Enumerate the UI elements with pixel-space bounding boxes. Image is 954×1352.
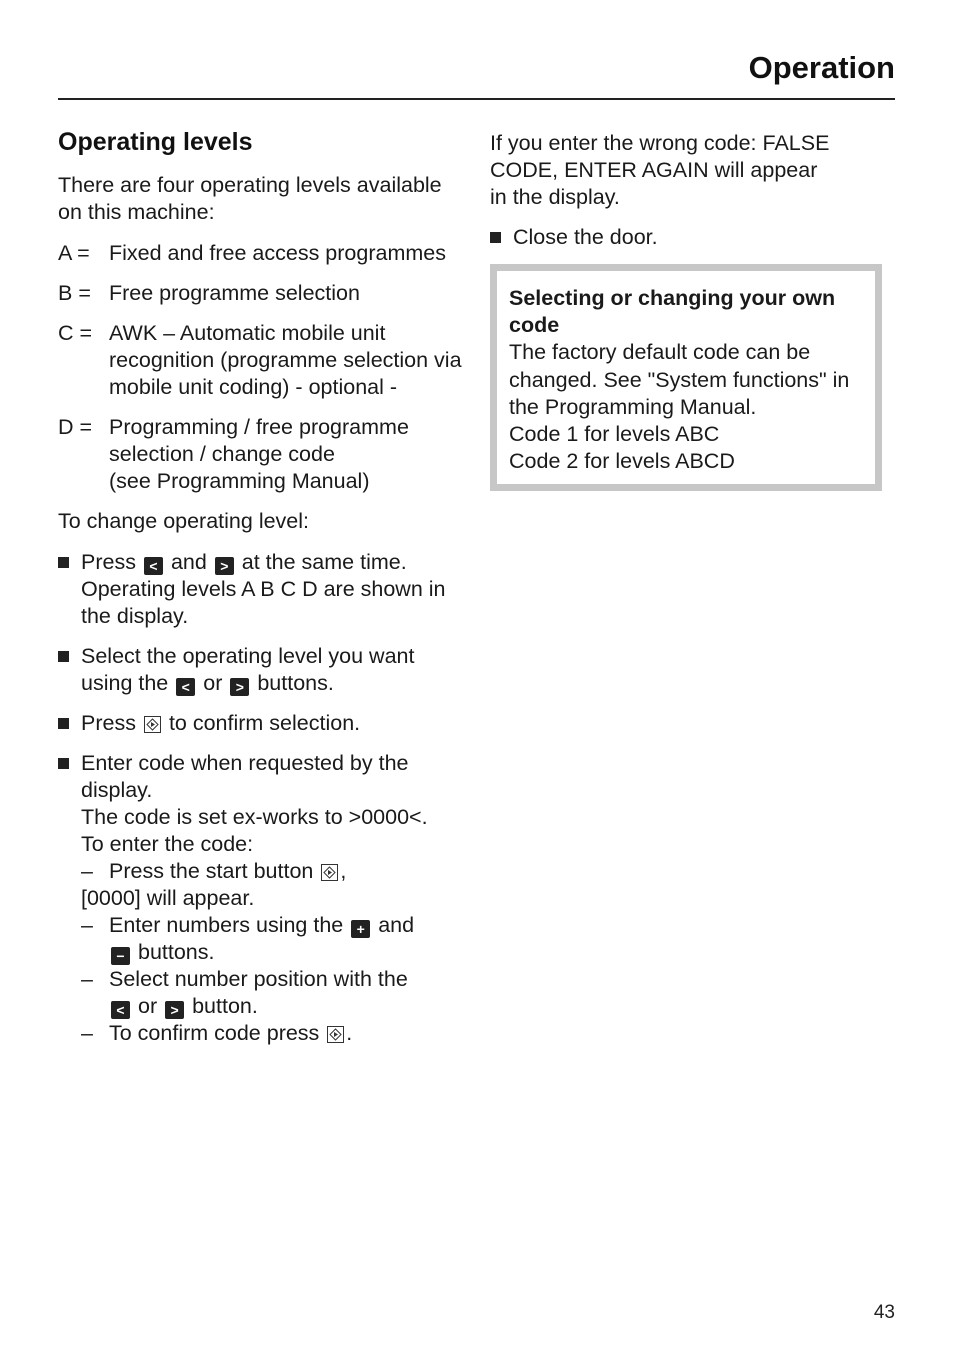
right-arrow-key-icon: >: [215, 557, 234, 575]
level-desc: Fixed and free access programmes: [109, 241, 446, 265]
dash-marker: –: [81, 967, 93, 991]
left-arrow-key-icon: <: [144, 557, 163, 575]
info-box-title: Selecting or changing your own code: [509, 286, 836, 338]
info-box-code2: Code 2 for levels ABCD: [509, 449, 735, 474]
level-c: [58, 320, 463, 401]
step-enter-code: [58, 750, 463, 1047]
bullet-square-icon: [58, 710, 81, 737]
level-desc: AWK – Automatic mobile unit recognition (programme selection via mobile unit coding) - optional -: [109, 321, 462, 399]
right-arrow-key-icon: >: [230, 678, 249, 696]
step-text: to confirm selection.: [168, 711, 361, 735]
bullet-square-icon: [58, 643, 81, 697]
plus-key-icon: +: [351, 920, 370, 938]
substep-start: [81, 858, 463, 885]
level-desc: Free programme selection: [109, 281, 360, 305]
step-text: at the same time.: [241, 550, 407, 574]
substep-start-result: [0000] will appear.: [81, 886, 255, 910]
substep-select-position: [81, 966, 463, 1020]
step-text: To enter the code:: [81, 832, 254, 856]
step-text: buttons.: [257, 671, 334, 695]
step-text: Close the door.: [513, 225, 658, 249]
substep-text: ,: [340, 859, 347, 883]
dash-marker: –: [81, 1021, 93, 1045]
wrong-code-text: If you enter the wrong code: FALSE CODE, ENTER AGAIN will appear in the display.: [490, 131, 830, 209]
section-title: Operating levels: [58, 128, 253, 156]
bullet-square-icon: [490, 224, 513, 251]
dash-marker: –: [81, 859, 93, 883]
substep-text: button.: [192, 994, 258, 1018]
info-box-code1: Code 1 for levels ABC: [509, 422, 720, 447]
substep-text: and: [378, 913, 415, 937]
substep-text: Enter numbers using the: [109, 913, 344, 937]
step-text: Press: [81, 711, 136, 735]
level-desc-note: (see Programming Manual): [109, 469, 370, 493]
right-arrow-key-icon: >: [165, 1001, 184, 1019]
info-box-text: The factory default code can be changed. See "System functions" in the Programming Manual.: [509, 340, 850, 419]
step-press-both: [58, 549, 463, 630]
substep-confirm-code: [81, 1020, 463, 1047]
substep-text: buttons.: [137, 940, 215, 964]
substep-text: Press the start button: [109, 859, 314, 883]
level-desc: [109, 414, 463, 495]
substep-text: To confirm code press: [109, 1021, 320, 1045]
left-column: [58, 126, 463, 1060]
step-text: or: [203, 671, 223, 695]
bullet-square-icon: [58, 549, 81, 630]
level-letter: C =: [58, 321, 93, 345]
step-text: Select the operating level you want using the: [81, 644, 415, 695]
dash-marker: –: [81, 913, 93, 937]
start-button-icon: [321, 864, 338, 881]
substep-text: or: [137, 994, 158, 1018]
start-button-icon: [144, 716, 161, 733]
left-arrow-key-icon: <: [176, 678, 195, 696]
level-letter: A =: [58, 241, 90, 265]
step-confirm: [58, 710, 463, 737]
level-desc-main: Programming / free programme selection / change code: [109, 415, 409, 466]
step-close-door: [490, 224, 896, 251]
step-text: Operating levels A B C D are shown in the display.: [81, 577, 446, 628]
header-divider: [58, 98, 895, 100]
level-d: [58, 414, 463, 495]
change-level-label: To change operating level:: [58, 509, 310, 533]
step-text: Press: [81, 550, 136, 574]
step-text: The code is set ex-works to >0000<.: [81, 805, 428, 829]
bullet-square-icon: [58, 750, 81, 1047]
step-select-level: [58, 643, 463, 697]
left-arrow-key-icon: <: [111, 1001, 130, 1019]
info-box: [490, 264, 882, 491]
start-button-icon: [327, 1026, 344, 1043]
substep-text: .: [346, 1021, 353, 1045]
step-text: and: [170, 550, 207, 574]
level-letter: D =: [58, 415, 93, 439]
substep-enter-numbers: [81, 912, 463, 966]
page-number: 43: [873, 1302, 895, 1323]
intro-text: There are four operating levels available on this machine:: [58, 173, 442, 224]
minus-key-icon: −: [111, 947, 130, 965]
level-a: [58, 240, 463, 267]
right-column: [490, 130, 896, 491]
step-text: Enter code when requested by the display.: [81, 751, 409, 802]
level-letter: B =: [58, 281, 91, 305]
substep-text: Select number position with the: [109, 967, 408, 991]
page-header-title: Operation: [748, 50, 895, 85]
level-b: [58, 280, 463, 307]
